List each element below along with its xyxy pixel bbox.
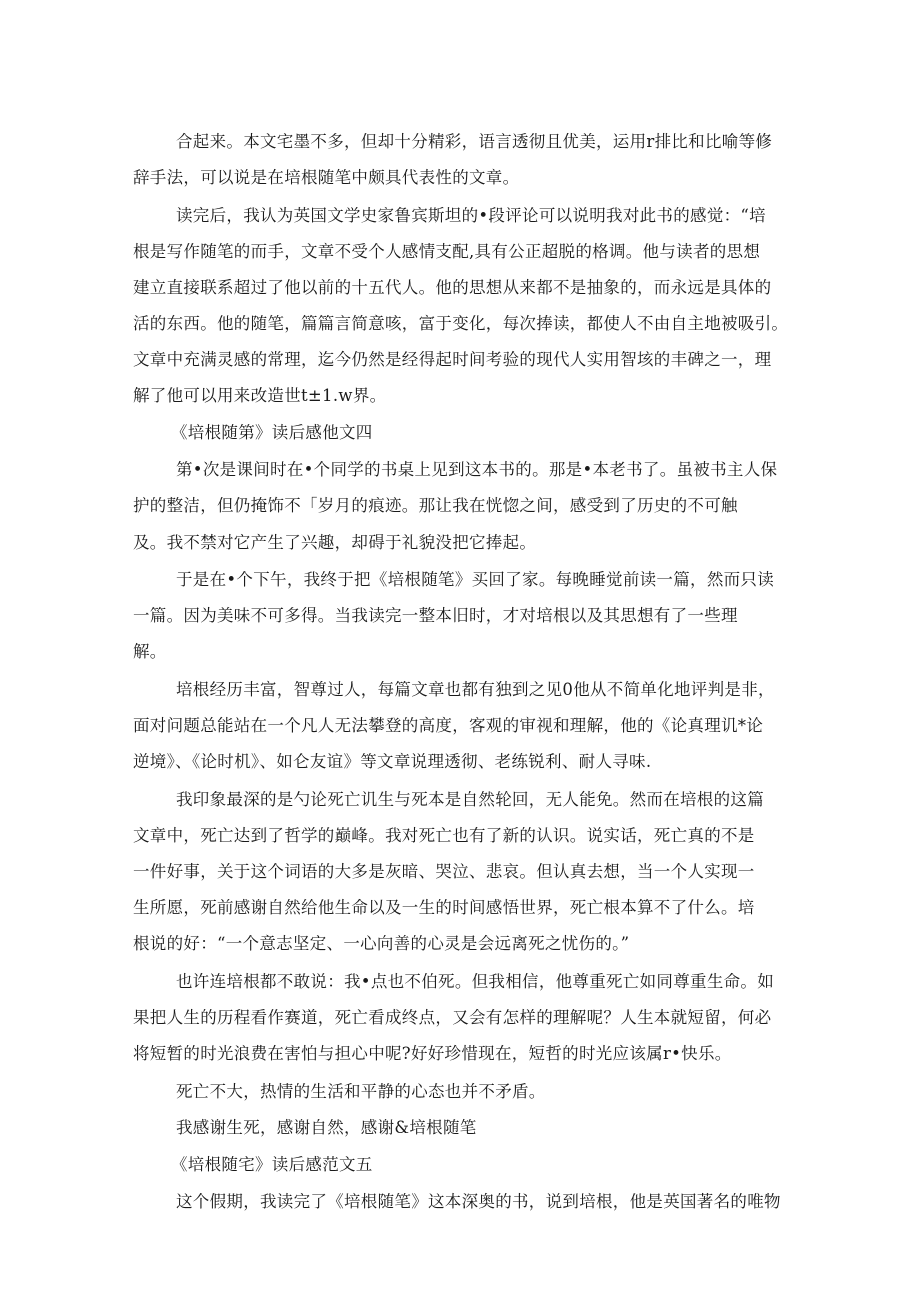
text-line: 死亡不大，热情的生活和平静的心态也并不矛盾。 [176,1082,546,1101]
text-line: 这个假期，我读完了《培根随笔》这本深奥的书，说到培根，他是英国著名的唯物 [176,1192,781,1211]
text-line: 护的整洁，但仍掩饰不「岁月的痕迹。那让我在恍惚之间，感受到了历史的不可触 [133,496,738,515]
text-line: 解了他可以用来改造世t±1.w界。 [133,386,387,405]
section-heading: 《培根随第》读后感他文四 [171,423,373,442]
text-line: 活的东西。他的随笔，篇篇言简意咳，富于变化，每次捧读，都使人不由自主地被吸引。 [133,314,789,333]
text-line: 果把人生的历程看作赛道，死亡看成终点，又会有怎样的理解呢？人生本就短留，何必 [133,1008,772,1027]
text-line: 我印象最深的是勺论死亡讥生与死本是自然轮回，无人能免。然而在培根的这篇 [176,790,764,809]
text-line: 解。 [133,642,167,661]
text-line: 文章中充满灵感的常理，迄今仍然是经得起时间考验的现代人实用智垓的丰碑之一，理 [133,350,772,369]
text-line: 面对问题总能站在一个凡人无法攀登的高度，客观的审视和理解，他的《论真理讥*论 [133,716,764,735]
text-line: 也许连培根都不敢说：我•点也不伯死。但我相信，他尊重死亡如同尊重生命。如 [176,972,775,991]
text-line: 一件好事，关于这个词语的大多是灰暗、哭泣、悲哀。但认真去想，当一个人实现一 [133,862,755,881]
text-line: 第•次是课间时在•个同学的书桌上见到这本书的。那是•本老书了。虽被书主人保 [176,460,778,479]
text-line: 我感谢生死，感谢自然，感谢&培根随笔 [176,1118,477,1137]
text-line: 及。我不禁对它产生了兴趣，却碍于礼貌没把它捧起。 [133,533,537,552]
text-line: 生所愿，死前感谢自然给他生命以及一生的时间感悟世界，死亡根本算不了什么。培 [133,898,755,917]
text-line: 建立直接联系超过了他以前的十五代人。他的思想从来都不是抽象的，而永远是具体的 [133,278,772,297]
text-line: 培根经历丰富，智尊过人，每篇文章也都有独到之见0他从不简单化地评判是非， [176,680,775,699]
text-line: 于是在•个下午，我终于把《培根随笔》买回了家。每晚睡觉前读一篇，然而只读 [176,570,775,589]
text-line: 辞手法，可以说是在培根随笔中颇具代表性的文章。 [133,168,520,187]
text-line: 一篇。因为美味不可多得。当我读完一整本旧时，才对培根以及其思想有了一些理 [133,606,738,625]
section-heading: 《培根随宅》读后感范文五 [171,1155,373,1174]
text-line: 将短暂的时光浪费在害怕与担心中呢?好好珍惜现在，短哲的时光应该属r•快乐。 [133,1044,732,1063]
text-line: 根是写作随笔的而手，文章不受个人感情支配,具有公正超脱的格调。他与读者的思想 [133,242,761,261]
text-line: 合起来。本文宅墨不多，但却十分精彩，语言透彻且优美，运用r排比和比喻等修 [176,132,773,151]
text-line: 逆境》、《论时机》、如仑友谊》等文章说理透彻、老练锐利、耐人寻味. [133,752,652,771]
text-line: 读完后，我认为英国文学史家鲁宾斯坦的•段评论可以说明我对此书的感觉：“培 [176,206,766,225]
text-line: 根说的好：“一个意志坚定、一心向善的心灵是会远离死之忧伤的。” [133,934,630,953]
text-line: 文章中，死亡达到了哲学的巅峰。我对死亡也有了新的认识。说实话，死亡真的不是 [133,826,755,845]
